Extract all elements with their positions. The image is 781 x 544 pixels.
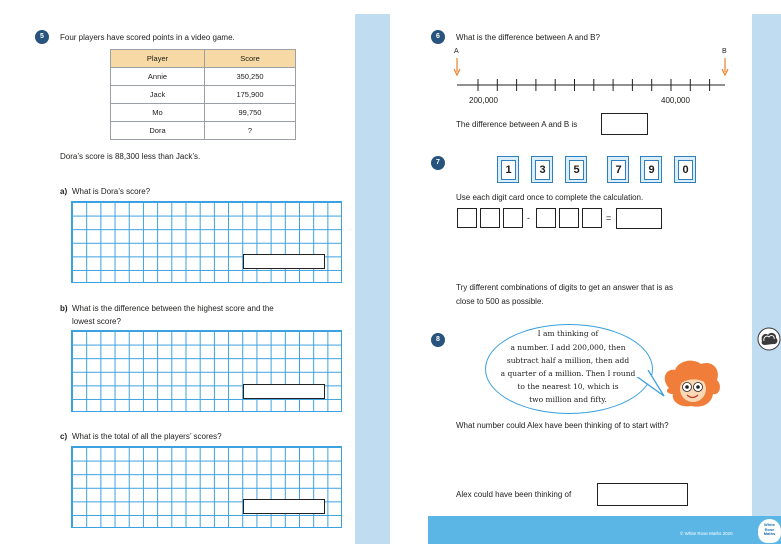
digit-card-value: 5: [569, 160, 584, 180]
score-cell: 350,250: [205, 68, 296, 86]
q5a-answer-box[interactable]: [243, 254, 325, 269]
bubble-line-1: I am thinking of: [537, 329, 599, 338]
q5c-label: c): [60, 432, 68, 441]
q5b-question-line2: lowest score?: [72, 317, 121, 326]
tick-label-200000: 200,000: [469, 96, 498, 105]
right-page-side-bar: [752, 14, 781, 544]
number-line: [450, 56, 735, 94]
q5b-working-grid[interactable]: [71, 330, 342, 412]
digit-slot[interactable]: [582, 208, 602, 228]
digit-card-value: 7: [611, 160, 626, 180]
scores-table: [110, 49, 296, 140]
digit-slot[interactable]: [559, 208, 579, 228]
alex-character-icon: [661, 358, 723, 410]
digit-card-value: 9: [644, 160, 659, 180]
q5a-question: What is Dora’s score?: [72, 187, 151, 196]
digit-card[interactable]: [531, 156, 553, 183]
footer-bar: [428, 516, 781, 544]
column-header-score: Score: [205, 50, 296, 68]
q8-question: What number could Alex have been thinking of to start with?: [456, 421, 669, 430]
q6-answer-box[interactable]: [601, 113, 648, 135]
digit-card[interactable]: [674, 156, 696, 183]
bubble-line-5: to the nearest 10, which is: [517, 382, 619, 391]
number-line-label-a: A: [454, 48, 459, 55]
arrow-a-icon: [454, 58, 460, 75]
table-row: [111, 122, 296, 140]
score-cell: 175,900: [205, 86, 296, 104]
digit-slot[interactable]: [457, 208, 477, 228]
table-row: [111, 104, 296, 122]
thinking-cloud-icon: [757, 326, 781, 352]
player-cell: Mo: [111, 104, 205, 122]
q7-instruction: Use each digit card once to complete the calculation.: [456, 193, 644, 202]
digit-card[interactable]: [607, 156, 629, 183]
question-number-8: 8: [431, 333, 445, 347]
q5b-label: b): [60, 304, 68, 313]
q7-try-line1: Try different combinations of digits to get an answer that is as: [456, 283, 673, 292]
q5a-working-grid[interactable]: [71, 201, 342, 283]
logo-line: Maths: [763, 531, 776, 536]
digit-card[interactable]: [497, 156, 519, 183]
footer-copyright: © White Rose Maths 2020: [680, 531, 733, 536]
digit-card-value: 1: [501, 160, 516, 180]
score-cell: 99,750: [205, 104, 296, 122]
q5a-label: a): [60, 187, 68, 196]
digit-slot[interactable]: [503, 208, 523, 228]
left-page-side-bar: [355, 14, 390, 544]
player-cell: Jack: [111, 86, 205, 104]
q5-statement: Dora’s score is 88,300 less than Jack’s.: [60, 152, 201, 161]
logo-line: White: [764, 522, 775, 527]
digit-card[interactable]: [640, 156, 662, 183]
digit-card[interactable]: [565, 156, 587, 183]
table-row: [111, 68, 296, 86]
question-number-5: 5: [35, 30, 49, 44]
q5b-question-line1: What is the difference between the highest score and the: [72, 304, 274, 313]
number-line-label-b: B: [722, 48, 727, 55]
player-cell: Annie: [111, 68, 205, 86]
digit-slot[interactable]: [536, 208, 556, 228]
bubble-line-6: two million and fifty.: [529, 395, 607, 404]
table-header-row: [111, 50, 296, 68]
logo-line: Rose: [764, 526, 775, 532]
minus-sign: -: [527, 213, 530, 223]
q7-try-line2: close to 500 as possible.: [456, 297, 544, 306]
table-row: [111, 86, 296, 104]
q6-answer-prompt: The difference between A and B is: [456, 120, 578, 129]
q6-question: What is the difference between A and B?: [456, 33, 600, 42]
question-number-7: 7: [431, 156, 445, 170]
q5c-question: What is the total of all the players’ scores?: [72, 432, 222, 441]
column-header-player: Player: [111, 50, 205, 68]
bubble-line-2: a number. I add 200,000, then: [510, 343, 626, 352]
bubble-line-4: a quarter of a million. Then I round: [500, 369, 636, 378]
q5b-answer-box[interactable]: [243, 384, 325, 399]
q7-answer-box[interactable]: [616, 208, 662, 229]
digit-card-value: 3: [535, 160, 550, 180]
white-rose-maths-logo: [758, 519, 781, 543]
digit-slot[interactable]: [480, 208, 500, 228]
q5c-working-grid[interactable]: [71, 446, 342, 528]
digit-card-value: 0: [678, 160, 693, 180]
q8-answer-prompt: Alex could have been thinking of: [456, 490, 572, 499]
tick-label-400000: 400,000: [661, 96, 690, 105]
q5c-answer-box[interactable]: [243, 499, 325, 514]
equals-sign: =: [606, 213, 612, 223]
player-cell: Dora: [111, 122, 205, 140]
arrow-b-icon: [722, 58, 728, 75]
bubble-line-3: subtract half a million, then add: [506, 356, 630, 365]
q5-intro: Four players have scored points in a video game.: [60, 33, 235, 42]
question-number-6: 6: [431, 30, 445, 44]
q8-answer-box[interactable]: [597, 483, 688, 506]
score-cell: ?: [205, 122, 296, 140]
